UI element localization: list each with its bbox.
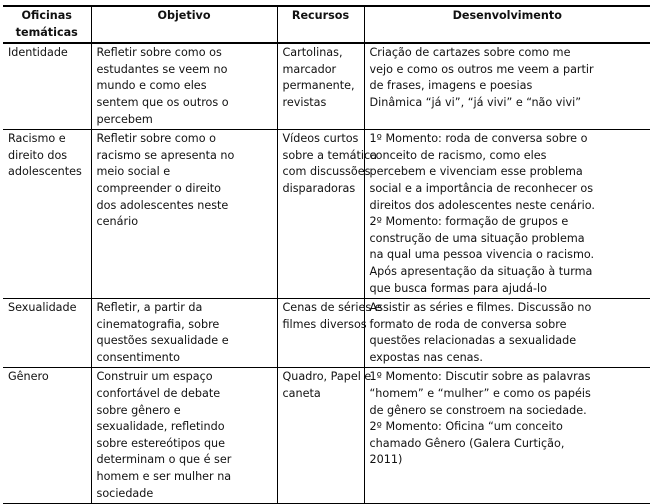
cell-desenvolvimento bbox=[364, 43, 650, 129]
cell-line: Cartolinas, bbox=[282, 46, 343, 60]
cell-line: cinematografia, sobre bbox=[96, 317, 220, 331]
cell-line: chamado Gênero (Galera Curtição, bbox=[369, 436, 565, 450]
cell-line: “homem” e “mulher” e como os papéis bbox=[369, 387, 591, 401]
cell-line: meio social e bbox=[96, 165, 171, 179]
cell-line: expostas nas cenas. bbox=[369, 350, 483, 364]
cell-line: sentem que os outros o bbox=[96, 95, 229, 109]
cell-line: 1º Momento: Discutir sobre as palavras bbox=[369, 370, 591, 384]
cell-oficina bbox=[3, 130, 91, 299]
cell-line: Identidade bbox=[8, 46, 68, 60]
cell-oficina bbox=[3, 368, 91, 504]
cell-line: marcador bbox=[282, 62, 337, 76]
cell-objetivo bbox=[91, 43, 277, 129]
cell-oficina bbox=[3, 43, 91, 129]
cell-line: homem e ser mulher na bbox=[96, 470, 232, 484]
cell-line: Cenas de séries e bbox=[282, 301, 382, 315]
cell-recursos bbox=[277, 299, 382, 368]
cell-line: com discussões bbox=[282, 165, 371, 179]
cell-line: sobre estereótipos que bbox=[96, 436, 226, 450]
cell-line: mundo e como eles bbox=[96, 79, 207, 93]
cell-line: Quadro, Papel e bbox=[282, 370, 372, 384]
cell-line: 2º Momento: Oficina “um conceito bbox=[369, 420, 563, 434]
header-line: temáticas bbox=[15, 25, 78, 39]
cell-line: sobre a temática bbox=[282, 148, 378, 162]
cell-line: Criação de cartazes sobre como me bbox=[369, 46, 571, 60]
cell-line: vejo e como os outros me veem a partir bbox=[369, 62, 594, 76]
table-row bbox=[3, 299, 650, 368]
cell-line: de gênero se constroem na sociedade. bbox=[369, 403, 587, 417]
cell-recursos bbox=[277, 43, 364, 129]
header-objetivo bbox=[91, 6, 277, 43]
cell-line: sociedade bbox=[96, 486, 154, 500]
cell-line: Construir um espaço bbox=[96, 370, 213, 384]
cell-line: direitos dos adolescentes neste cenário. bbox=[369, 198, 595, 212]
table-row bbox=[3, 43, 650, 129]
header-line: Desenvolvimento bbox=[452, 9, 562, 22]
header-line: Objetivo bbox=[157, 9, 211, 22]
cell-line: social e a importância de reconhecer os bbox=[369, 181, 594, 195]
cell-desenvolvimento bbox=[364, 299, 650, 368]
cell-line: Gênero bbox=[8, 370, 49, 384]
cell-line: Dinâmica “já vi”, “já vivi” e “não vivi” bbox=[369, 95, 582, 109]
cell-line: que busca formas para ajudá-lo bbox=[369, 281, 548, 295]
cell-line: racismo se apresenta no bbox=[96, 148, 235, 162]
cell-line: filmes diversos bbox=[282, 317, 367, 331]
cell-line: cenário bbox=[96, 215, 139, 229]
cell-line: Refletir sobre como os bbox=[96, 46, 222, 60]
cell-line: Após apresentação da situação à turma bbox=[369, 264, 593, 278]
cell-desenvolvimento bbox=[364, 130, 650, 299]
cell-line: Refletir sobre como o bbox=[96, 132, 216, 146]
cell-line: percebem e vivenciam esse problema bbox=[369, 165, 583, 179]
cell-line: formato de roda de conversa sobre bbox=[369, 317, 567, 331]
cell-oficina bbox=[3, 299, 91, 368]
cell-objetivo bbox=[91, 368, 277, 504]
header-line: Oficinas bbox=[21, 9, 72, 22]
cell-line: questões relacionadas a sexualidade bbox=[369, 334, 577, 348]
cell-line: Refletir, a partir da bbox=[96, 301, 203, 315]
cell-line: revistas bbox=[282, 95, 327, 109]
cell-line: Sexualidade bbox=[8, 301, 77, 315]
cell-line: Racismo e bbox=[8, 132, 66, 146]
cell-recursos bbox=[277, 130, 378, 299]
cell-line: 2011) bbox=[369, 453, 403, 467]
cell-line: sobre gênero e bbox=[96, 403, 181, 417]
cell-line: consentimento bbox=[96, 350, 180, 364]
table-header-row bbox=[3, 6, 650, 43]
cell-line: construção de uma situação problema bbox=[369, 231, 585, 245]
cell-line: dos adolescentes neste bbox=[96, 198, 229, 212]
cell-line: questões sexualidade e bbox=[96, 334, 229, 348]
header-recursos bbox=[277, 6, 364, 43]
cell-line: sexualidade, refletindo bbox=[96, 420, 225, 434]
cell-line: Assistir as séries e filmes. Discussão no bbox=[369, 301, 592, 315]
cell-line: caneta bbox=[282, 387, 321, 401]
header-desenvolvimento bbox=[364, 6, 650, 43]
cell-line: 2º Momento: formação de grupos e bbox=[369, 215, 569, 229]
cell-line: confortável de debate bbox=[96, 387, 221, 401]
cell-line: percebem bbox=[96, 112, 153, 126]
cell-line: adolescentes bbox=[8, 165, 82, 179]
cell-line: permanente, bbox=[282, 79, 355, 93]
cell-objetivo bbox=[91, 299, 277, 368]
cell-desenvolvimento bbox=[364, 368, 650, 504]
header-line: Recursos bbox=[291, 9, 350, 22]
cell-line: disparadoras bbox=[282, 181, 356, 195]
cell-line: conceito de racismo, como eles bbox=[369, 148, 547, 162]
cell-line: 1º Momento: roda de conversa sobre o bbox=[369, 132, 588, 146]
cell-line: de frases, imagens e poesias bbox=[369, 79, 533, 93]
cell-line: determinam o que é ser bbox=[96, 453, 232, 467]
cell-line: compreender o direito bbox=[96, 181, 222, 195]
cell-line: Vídeos curtos bbox=[282, 132, 359, 146]
cell-objetivo bbox=[91, 130, 277, 299]
cell-recursos bbox=[277, 368, 372, 504]
cell-line: na qual uma pessoa vivencia o racismo. bbox=[369, 248, 595, 262]
table-row bbox=[3, 368, 650, 504]
table-row bbox=[3, 130, 650, 299]
cell-line: direito dos bbox=[8, 148, 68, 162]
header-oficinas bbox=[3, 6, 91, 43]
workshops-table bbox=[3, 5, 650, 504]
cell-line: estudantes se veem no bbox=[96, 62, 228, 76]
